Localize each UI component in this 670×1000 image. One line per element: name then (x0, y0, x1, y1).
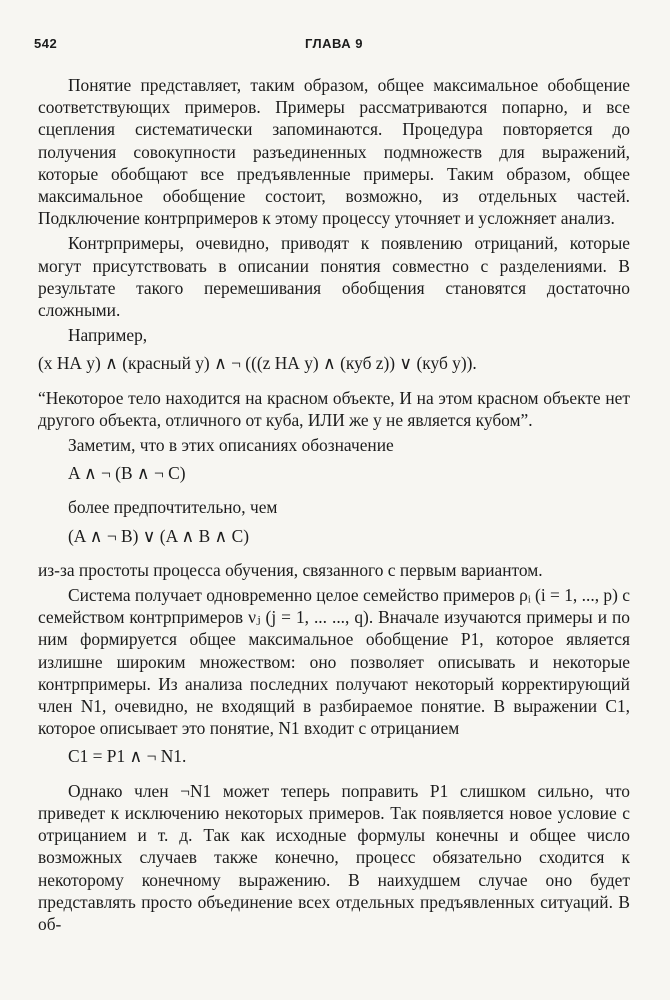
formula: C1 = P1 ∧ ¬ N1. (68, 746, 187, 767)
paragraph: “Некоторое тело находится на красном объекте, И на этом красном объекте нет другого объекта, отличного от куба, ИЛИ же y не является кубом”. (38, 387, 630, 430)
paragraph: Понятие представляет, таким образом, общее максимальное обобщение соответствующих примеров. Примеры рассматриваются попарно, и все сцепления систематически запоминаются. Процедура повторяется до получения совокупности разъединенных подмножеств для выражений, которые обобщают все предъявленные примеры. Таким образом, общее максимальное обобщение состоит, возможно, из отдельных частей. Подключение контрпримеров к этому процессу уточняет и усложняет анализ. (38, 75, 630, 229)
chapter-title: ГЛАВА 9 (304, 36, 364, 51)
formula: A ∧ ¬ (B ∧ ¬ C) (68, 463, 186, 484)
paragraph: более предпочтительно, чем (68, 497, 278, 518)
page-number: 542 (34, 36, 58, 51)
paragraph: Заметим, что в этих описаниях обозначение (68, 435, 394, 456)
paragraph: Система получает одновременно целое семейство примеров ρᵢ (i = 1, ..., p) с семейством контрпримеров νⱼ (j = 1, ... ..., q). Вначале изучаются примеры и по ним формируется общее максимальное обобщение P1, которое является излишне широким множеством: оно позволяет описывать и некоторые контрпримеры. Из анализа последних получают некоторый корректирующий член N1, очевидно, не входящий в разбираемое понятие. В выражении C1, которое описывает это понятие, N1 входит с отрицанием (38, 585, 630, 739)
paragraph: Контрпримеры, очевидно, приводят к появлению отрицаний, которые могут присутствовать в описании понятия совместно с разделениями. В результате такого перемешивания обобщения становятся достаточно сложными. (38, 233, 630, 321)
paragraph: Однако член ¬N1 может теперь поправить P1 слишком сильно, что приведет к исключению некоторых примеров. Так появляется новое условие с отрицанием и т. д. Так как исходные формулы конечны и общее число возможных случаев также конечно, процесс обязательно сходится к некоторому конечному выражению. В наихудшем случае оно будет представлять просто объединение всех отдельных предъявленных ситуаций. В об- (38, 780, 630, 934)
paragraph: из-за простоты процесса обучения, связанного с первым вариантом. (38, 559, 543, 580)
formula: (A ∧ ¬ B) ∨ (A ∧ B ∧ C) (68, 525, 250, 546)
book-page (34, 30, 630, 990)
page-header (34, 30, 630, 52)
formula: (x НА y) ∧ (красный y) ∧ ¬ (((z НА y) ∧ (куб z)) ∨ (куб y)). (38, 353, 477, 374)
paragraph: Например, (68, 325, 148, 346)
body-text (38, 74, 630, 935)
